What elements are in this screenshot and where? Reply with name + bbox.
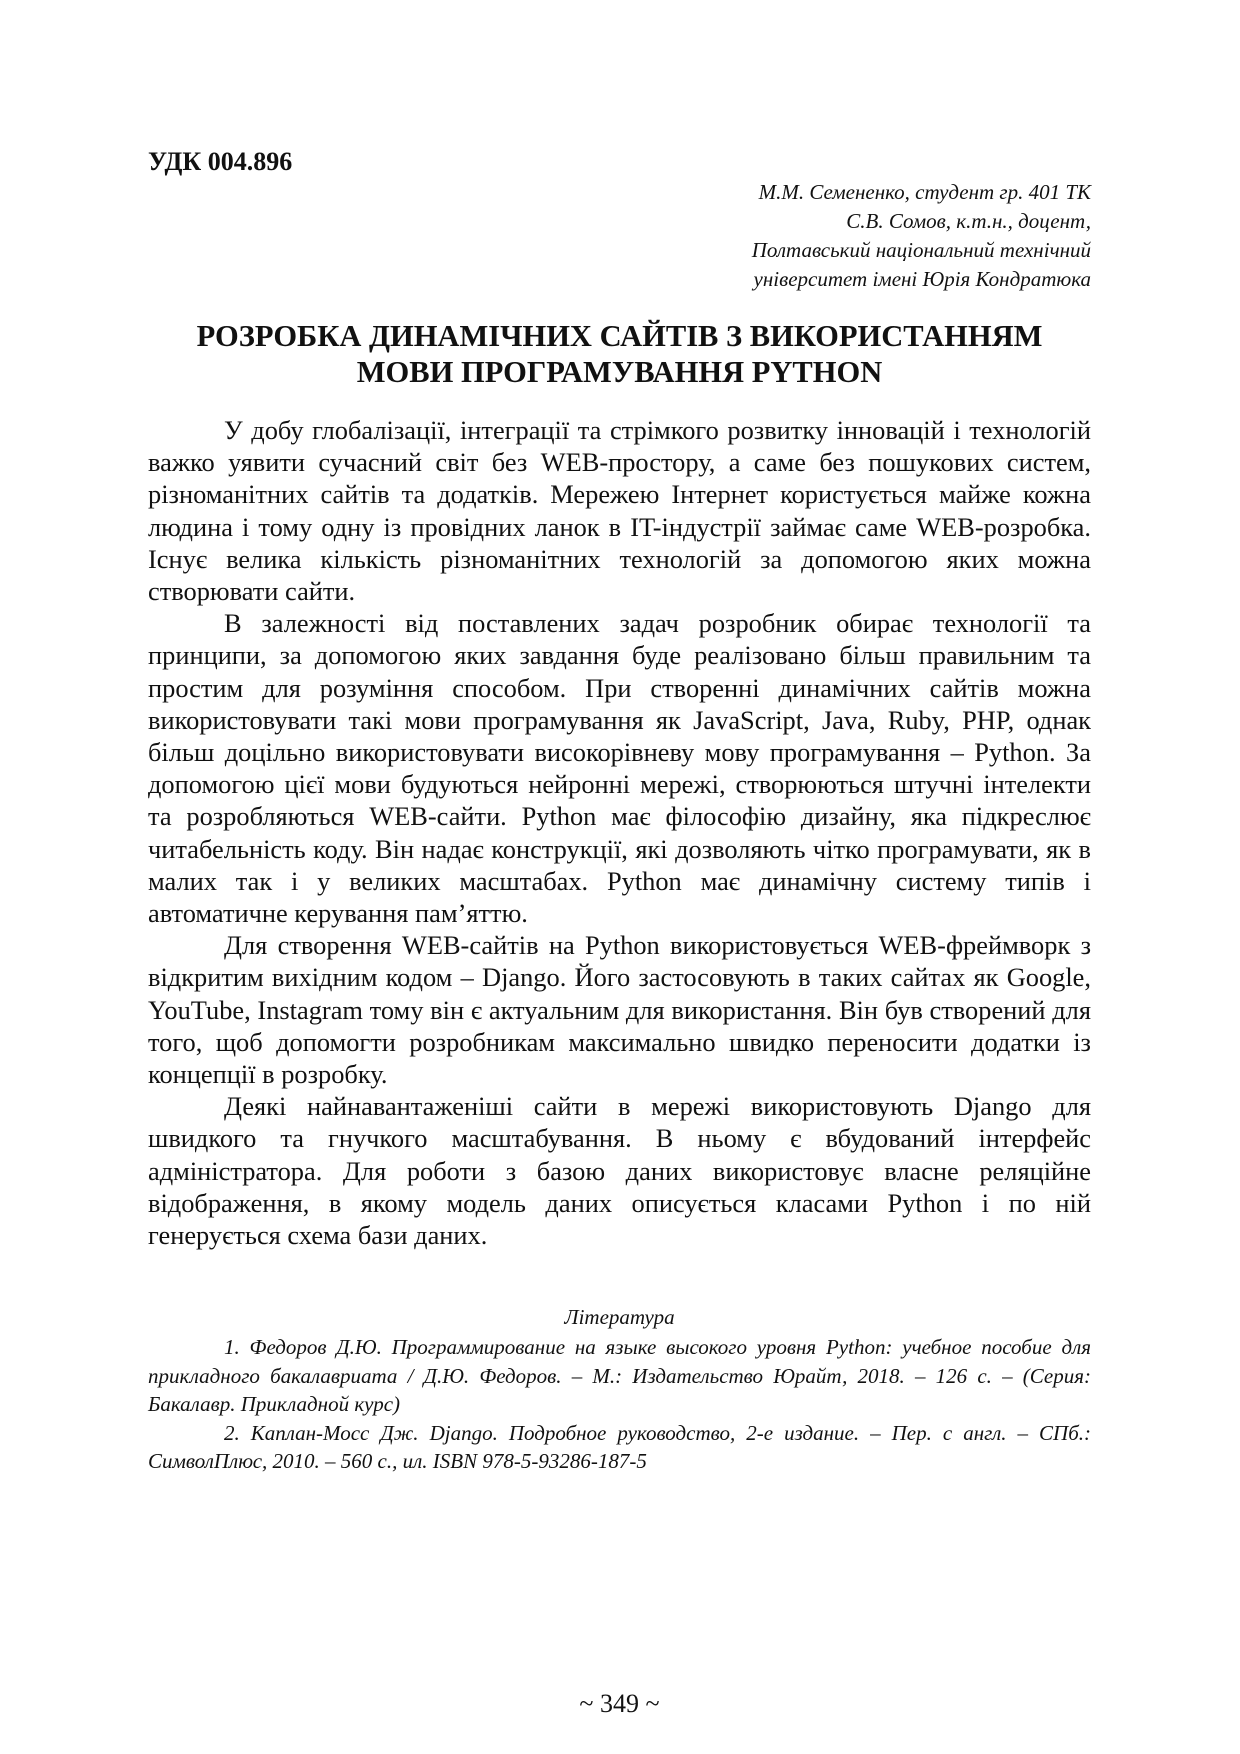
author-line: М.М. Семененко, студент гр. 401 ТК	[758, 180, 1091, 204]
paper-page	[148, 0, 1091, 1754]
literature-heading: Література	[564, 1305, 675, 1329]
udc-code: УДК 004.896	[148, 147, 293, 176]
paragraph: У добу глобалізації, інтеграції та стрімкого розвитку інновацій і технологій важко уявити сучасний світ без WEB-простору, а саме без пошукових систем, різноманітних сайтів та додатків. Мережею Інтернет користується майже кожна людина і тому одну із провідних ланок в IT-індустрії займає саме WEB-розробка. Існує велика кількість різноманітних технологій за допомогою яких можна створювати сайти.	[148, 415, 1091, 607]
paragraph: В залежності від поставлених задач розробник обирає технології та принципи, за допомогою яких завдання буде реалізовано більш правильним та простим для розуміння способом. При створенні динамічних сайтів можна використовувати такі мови програмування як JavaScript, Java, Ruby, PHP, однак більш доцільно використовувати високорівневу мову програмування – Python. За допомогою цієї мови будуються нейронні мережі, створюються штучні інтелекти та розробляються WEB-сайти. Python має філософію дизайну, яка підкреслює читабельність коду. Він надає конструкції, які дозволяють чітко програмувати, як в малих так і у великих масштабах. Python має динамічну систему типів і автоматичне керування пам’яттю.	[148, 608, 1091, 929]
author-block	[752, 178, 1091, 294]
title-line: РОЗРОБКА ДИНАМІЧНИХ САЙТІВ З ВИКОРИСТАННЯМ	[196, 319, 1043, 353]
reference-list	[148, 1333, 1091, 1476]
affiliation-line: Полтавський національний технічний	[751, 238, 1091, 262]
reference-item: 1. Федоров Д.Ю. Программирование на языке высокого уровня Python: учебное пособие для прикладного бакалавриата / Д.Ю. Федоров. – М.: Издательство Юрайт, 2018. – 126 с. – (Серия: Бакалавр. Прикладной курс)	[148, 1335, 1091, 1416]
author-line: С.В. Сомов, к.т.н., доцент,	[846, 209, 1091, 233]
page-number: ~ 349 ~	[579, 1689, 660, 1718]
title-line: МОВИ ПРОГРАМУВАННЯ PYTHON	[356, 355, 883, 389]
affiliation-line: університет імені Юрія Кондратюка	[753, 267, 1091, 291]
reference-item: 2. Каплан-Мосс Дж. Django. Подробное руководство, 2-е издание. – Пер. с англ. – СПб.: СимволПлюс, 2010. – 560 с., ил. ISBN 978-5-93286-187-5	[148, 1420, 1091, 1473]
paper-title	[148, 318, 1091, 390]
paragraph: Деякі найнавантаженіші сайти в мережі використовують Django для швидкого та гнучкого масштабування. В ньому є вбудований інтерфейс адміністратора. Для роботи з базою даних використовує власне реляційне відображення, в якому модель даних описується класами Python і по ній генерується схема бази даних.	[148, 1091, 1091, 1251]
paragraph: Для створення WEB-сайтів на Python використовується WEB-фреймворк з відкритим вихідним кодом – Django. Його застосовують в таких сайтах як Google, YouTube, Instagram тому він є актуальним для використання. Він був створений для того, щоб допомогти розробникам максимально швидко переносити додатки із концепції в розробку.	[148, 930, 1091, 1090]
body-text	[148, 414, 1091, 1251]
